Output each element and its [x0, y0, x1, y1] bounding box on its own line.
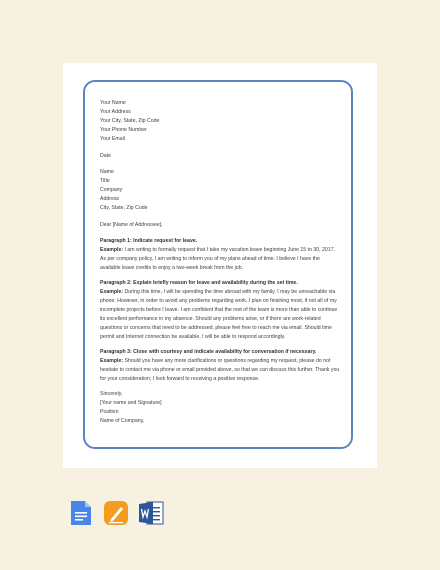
recipient-city: City, State, Zip Code: [100, 205, 148, 211]
recipient-title: Title: [100, 178, 110, 184]
paragraph-3-text: Should you have any more clarifications or questions regarding my request, please do not hesitate to contact me via phone or email provided above, so that we can discuss this further. Thank you for your consideration; I look forward to receiving a positive response.: [100, 358, 340, 382]
ms-word-icon[interactable]: [138, 500, 164, 526]
sender-name: Your Name: [100, 100, 126, 106]
recipient-company: Company: [100, 187, 123, 193]
paragraph-3-title: Paragraph 3: Close with courtesy and indicate availability for conversation if necessary.: [100, 349, 317, 355]
paragraph-2: [100, 279, 340, 342]
sender-city: Your City, State, Zip Code: [100, 118, 160, 124]
salutation: Dear [Name of Addressee],: [100, 221, 163, 228]
paragraph-3-example-label: Example:: [100, 358, 124, 364]
sender-phone: Your Phone Number: [100, 127, 147, 133]
paragraph-2-text: During this time, I will be spending the time abroad with my family. I may be unreachable via phone. However, in order to avoid any problems regarding work, I plan on finishing most, if not all of my incomplete projects before I leave. I am confident that the rest of the team is more than able to continue its excellent performance in my absence. Should any problems arise, or if there are work-related questions or concerns that need to be addressed, please feel free to reach me via email. Should time permit and Internet connection be available, I will be able to respond accordingly.: [100, 289, 338, 340]
paragraph-1-title: Paragraph 1: Indicate request for leave.: [100, 238, 198, 244]
letter-date: Date: [100, 152, 111, 159]
paragraph-3: [100, 348, 340, 384]
recipient-name: Name: [100, 169, 114, 175]
paragraph-2-example-label: Example:: [100, 289, 124, 295]
letter-body: [100, 99, 340, 426]
closing-position: Position: [100, 409, 119, 415]
closing-signature: [Your name and Signature]: [100, 400, 162, 406]
sender-address: Your Address: [100, 109, 131, 115]
closing-valediction: Sincerely,: [100, 391, 123, 397]
google-docs-icon[interactable]: [68, 500, 94, 526]
letter-paper: [63, 63, 377, 468]
sender-email: Your Email: [100, 136, 125, 142]
paragraph-1-text: I am writing to formally request that I take my vacation leave beginning June 15 to 30, 2017. As per company policy, I am writing to inform you of my plans ahead of time. I believe I have the available leave credits to enjoy a two-week break from the job.: [100, 247, 336, 271]
paragraph-1: [100, 237, 340, 273]
closing-company: Name of Company,: [100, 418, 145, 424]
paragraph-2-title: Paragraph 2: Explain briefly reason for leave and availability during the set time.: [100, 280, 298, 286]
apple-pages-icon[interactable]: [103, 500, 129, 526]
recipient-address: Address: [100, 196, 120, 202]
paragraph-1-example-label: Example:: [100, 247, 124, 253]
